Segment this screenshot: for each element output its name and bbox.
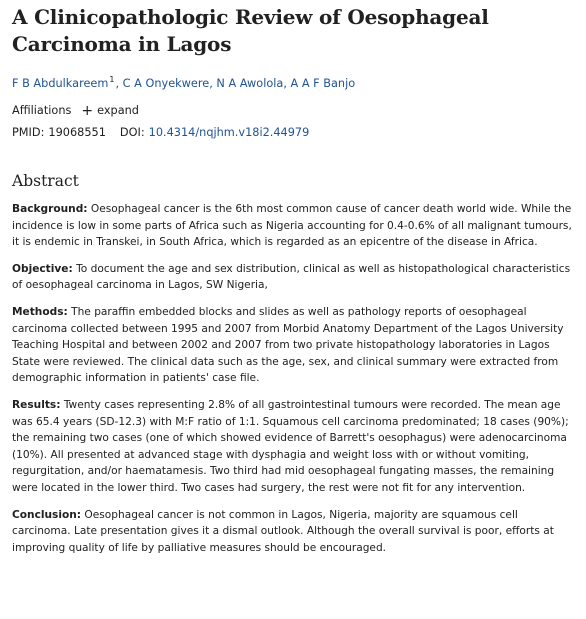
section-label: Results: <box>12 398 61 411</box>
section-label: Objective: <box>12 262 73 275</box>
author-list <box>12 72 572 92</box>
section-label: Background: <box>12 203 88 215</box>
author-link[interactable]: F B Abdulkareem <box>12 77 109 90</box>
author-separator: , <box>115 77 120 90</box>
expand-label: expand <box>97 104 139 117</box>
abstract-methods <box>12 304 572 387</box>
section-label: Conclusion: <box>12 508 82 521</box>
pmid-value: 19068551 <box>48 126 106 139</box>
affiliations-label: Affiliations <box>12 104 72 117</box>
abstract-heading: Abstract <box>12 172 79 190</box>
doi-label: DOI: <box>119 126 145 139</box>
section-text: The paraffin embedded blocks and slides as well as pathology reports of oesophageal carcinoma collected between 1995 and 2007 from Morbid Anatomy Department of the Lagos University Teaching Hospital and between 2002 and 2007 from two private histopathology laboratories in Lagos State were reviewed. The clinical data such as the age, sex, and clinical summary were extracted from demographic information in patients' case file. <box>12 305 564 385</box>
affiliations-row <box>12 103 572 119</box>
plus-icon: + <box>81 103 94 119</box>
author-separator: , <box>283 77 287 90</box>
author-link[interactable]: C A Onyekwere <box>122 77 210 90</box>
section-text: Oesophageal cancer is the 6th most common cause of cancer death world wide. While the incidence is low in some parts of Africa such as Nigeria accounting for 0.4-0.6% of all malignant tumours, it is endemic in Transkei, in South Africa, which is regarded as an epicentre of the disease in Africa. <box>12 203 572 249</box>
author-separator: , <box>209 77 213 90</box>
author-link[interactable]: A A F Banjo <box>290 77 356 90</box>
expand-affiliations-button[interactable] <box>81 103 139 119</box>
abstract-results <box>12 397 572 497</box>
section-text: To document the age and sex distribution, clinical as well as histopathological characteristics of oesophageal carcinoma in Lagos, SW Nigeria, <box>12 262 571 292</box>
section-text: Twenty cases representing 2.8% of all gastrointestinal tumours were recorded. The mean age was 65.4 years (SD-12.3) with M:F ratio of 1:1. Squamous cell carcinoma predominated; 18 cases (90%); the remaining two cases (one of which showed evidence of Barrett's oesophagus) were adenocarcinoma (10%). All presented at advanced stage with dysphagia and weight loss with or without vomiting, regurgitation, and/or haematamesis. Two third had mid oesophageal fungating masses, the remaining were located in the lower third. Two cases had surgery, the rest were not fit for any intervention. <box>12 398 569 494</box>
author-link[interactable]: N A Awolola <box>216 77 284 90</box>
abstract-background <box>12 201 572 251</box>
pmid-label: PMID: <box>12 126 45 139</box>
doi-link[interactable]: 10.4314/nqjhm.v18i2.44979 <box>148 126 310 139</box>
section-label: Methods: <box>12 305 68 318</box>
abstract-objective <box>12 261 572 294</box>
identifiers-row <box>12 125 572 141</box>
article-title: A Clinicopathologic Review of Oesophageal Carcinoma in Lagos <box>12 5 489 56</box>
section-text: Oesophageal cancer is not common in Lagos, Nigeria, majority are squamous cell carcinoma. Late presentation gives it a dismal outlook. Although the overall survival is poor, efforts at improving quality of life by palliative measures should be encouraged. <box>12 508 554 554</box>
article-page <box>12 0 572 556</box>
affiliation-ref[interactable]: 1 <box>109 75 115 84</box>
abstract-conclusion <box>12 507 572 557</box>
